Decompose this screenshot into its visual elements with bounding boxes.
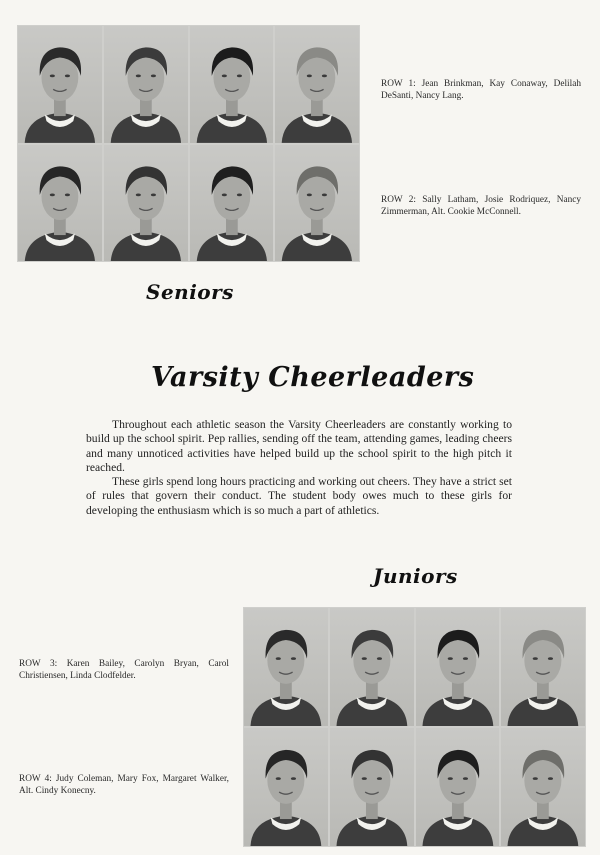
- row-3-caption: ROW 3: Karen Bailey, Carolyn Bryan, Carol Christiensen, Linda Clodfelder.: [19, 659, 229, 681]
- portrait-photo: [416, 608, 500, 726]
- portrait-silhouette: [244, 608, 328, 726]
- juniors-photo-grid: [243, 607, 586, 847]
- portrait-silhouette: [416, 608, 500, 726]
- portrait-photo: [104, 145, 188, 262]
- portrait-photo: [275, 145, 359, 262]
- body-paragraph: Throughout each athletic season the Varsity Cheerleaders are constantly working to build up the school spirit. Pep rallies, sending off the team, attending games, leading cheers and many unnoticed activities have helped build up the school spirit to the high pitch it reached.: [86, 418, 512, 474]
- portrait-photo: [104, 26, 188, 143]
- portrait-silhouette: [501, 728, 585, 846]
- portrait-silhouette: [244, 728, 328, 846]
- portrait-photo: [501, 608, 585, 726]
- portrait-photo: [275, 26, 359, 143]
- portrait-silhouette: [18, 145, 102, 262]
- portrait-silhouette: [416, 728, 500, 846]
- seniors-photo-grid: [17, 25, 360, 262]
- page-title: Varsity Cheerleaders: [151, 362, 475, 393]
- seniors-heading: Seniors: [146, 280, 234, 304]
- portrait-silhouette: [501, 608, 585, 726]
- portrait-photo: [330, 728, 414, 846]
- portrait-silhouette: [18, 26, 102, 143]
- portrait-photo: [18, 26, 102, 143]
- portrait-silhouette: [275, 26, 359, 143]
- portrait-photo: [416, 728, 500, 846]
- row-4-caption: ROW 4: Judy Coleman, Mary Fox, Margaret Walker, Alt. Cindy Konecny.: [19, 774, 229, 796]
- body-text: [86, 418, 512, 518]
- portrait-silhouette: [330, 728, 414, 846]
- portrait-silhouette: [330, 608, 414, 726]
- portrait-photo: [244, 608, 328, 726]
- juniors-heading: Juniors: [373, 564, 458, 588]
- portrait-photo: [330, 608, 414, 726]
- portrait-photo: [501, 728, 585, 846]
- portrait-silhouette: [190, 26, 274, 143]
- portrait-silhouette: [104, 145, 188, 262]
- row-1-caption: ROW 1: Jean Brinkman, Kay Conaway, Delilah DeSanti, Nancy Lang.: [381, 79, 581, 101]
- body-paragraph: These girls spend long hours practicing and working out cheers. They have a strict set of rules that govern their conduct. The student body owes much to these girls for developing the enthusiasm which is so much a part of athletics.: [86, 475, 512, 517]
- portrait-photo: [190, 26, 274, 143]
- portrait-silhouette: [104, 26, 188, 143]
- portrait-photo: [244, 728, 328, 846]
- portrait-photo: [18, 145, 102, 262]
- portrait-photo: [190, 145, 274, 262]
- row-2-caption: ROW 2: Sally Latham, Josie Rodriquez, Nancy Zimmerman, Alt. Cookie McConnell.: [381, 195, 581, 217]
- portrait-silhouette: [275, 145, 359, 262]
- portrait-silhouette: [190, 145, 274, 262]
